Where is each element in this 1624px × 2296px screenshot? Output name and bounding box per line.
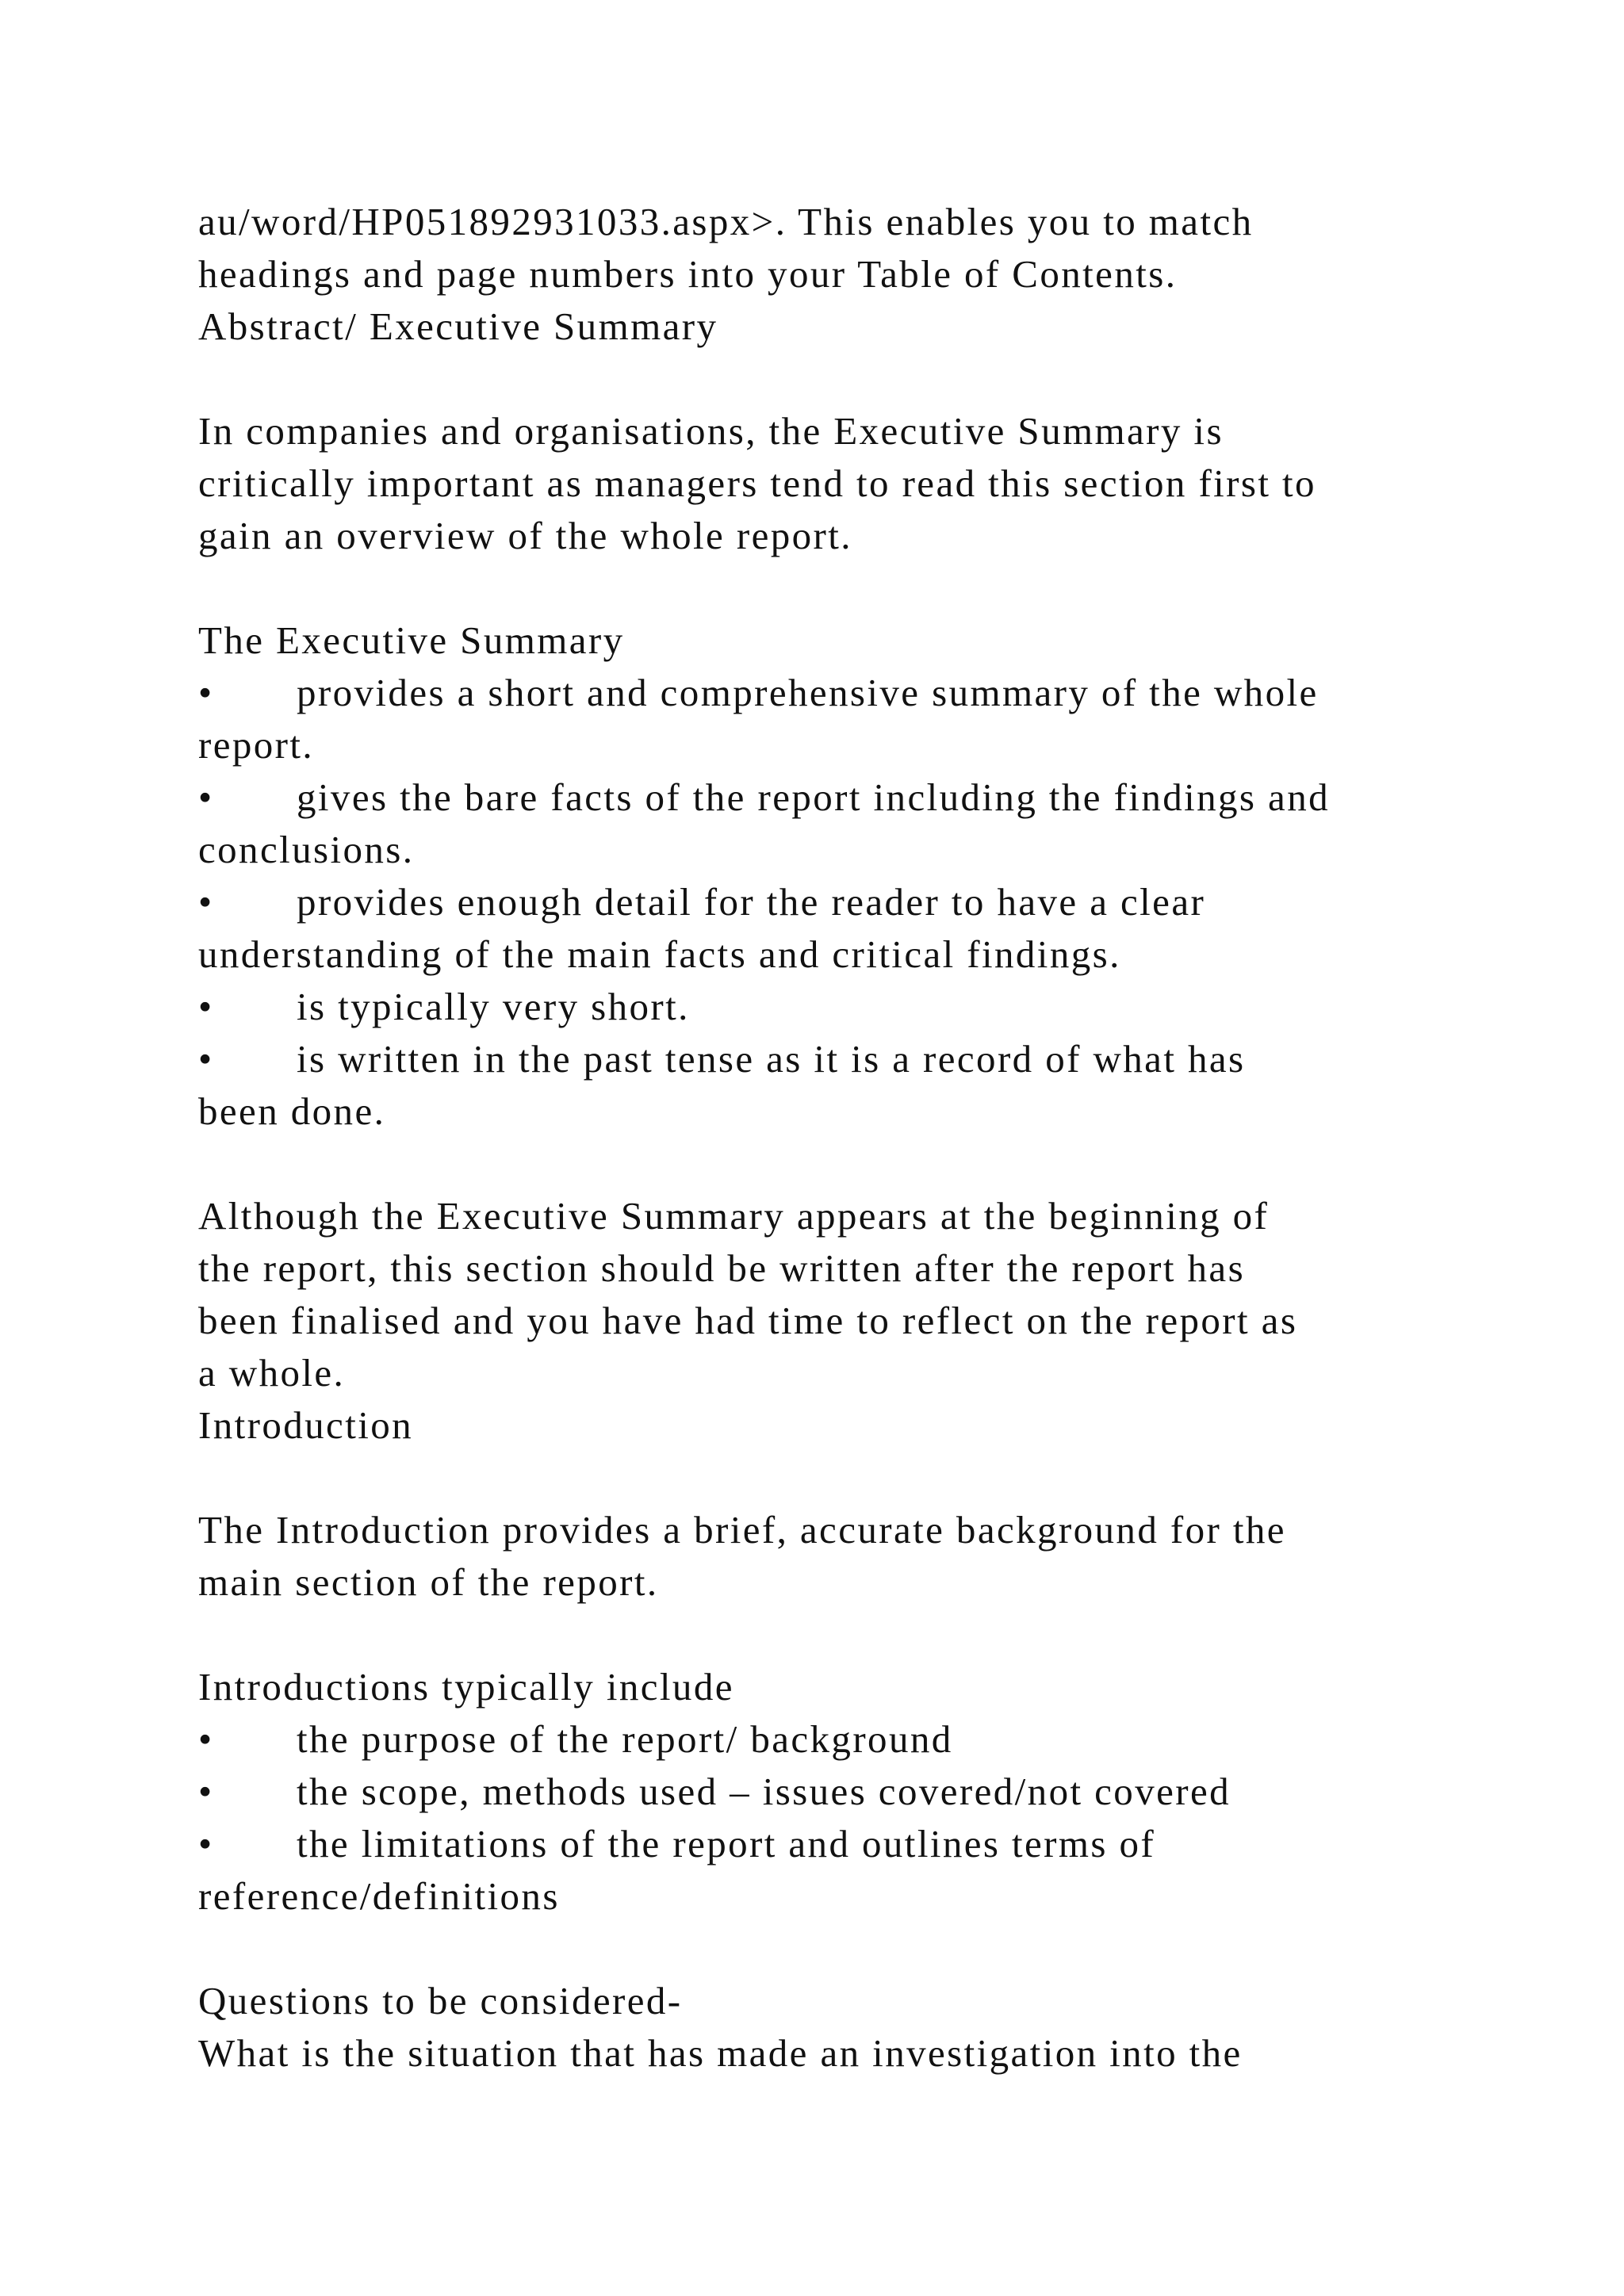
text-line: a whole.	[198, 1351, 346, 1395]
section-heading-executive-summary: Abstract/ Executive Summary	[198, 304, 718, 348]
questions-heading: Questions to be considered-	[198, 1979, 683, 2022]
list-item-continuation: been done.	[198, 1089, 386, 1133]
list-item	[198, 1713, 1483, 1766]
blank-line	[198, 1138, 1483, 1190]
text-line: In companies and organisations, the Executive Summary is	[198, 409, 1224, 453]
list-item	[198, 771, 1483, 824]
list-item-continuation: reference/definitions	[198, 1874, 560, 1918]
list-item-continuation: report.	[198, 723, 315, 767]
list-item	[198, 1818, 1483, 1870]
text-line: headings and page numbers into your Table of Contents.	[198, 252, 1178, 296]
list-item	[198, 981, 1483, 1033]
text-line: critically important as managers tend to read this section first to	[198, 461, 1316, 505]
text-line: main section of the report.	[198, 1560, 659, 1604]
list-item	[198, 667, 1483, 719]
list-item-text: provides a short and comprehensive summary of the whole	[297, 671, 1319, 714]
text-line: been finalised and you have had time to reflect on the report as	[198, 1299, 1298, 1342]
list-item-text: the scope, methods used – issues covered/not covered	[297, 1770, 1231, 1813]
document-body	[198, 196, 1483, 2080]
text-line: au/word/HP051892931033.aspx>. This enables you to match	[198, 200, 1254, 243]
bullet-icon: •	[198, 985, 214, 1028]
list-item	[198, 1766, 1483, 1818]
blank-line	[198, 1452, 1483, 1504]
bullet-icon: •	[198, 1717, 214, 1761]
blank-line	[198, 562, 1483, 614]
bullet-icon: •	[198, 1822, 214, 1866]
text-line: The Introduction provides a brief, accurate background for the	[198, 1508, 1286, 1552]
list-item-text: is written in the past tense as it is a record of what has	[297, 1037, 1246, 1081]
list-item-continuation: understanding of the main facts and critical findings.	[198, 932, 1121, 976]
list-item	[198, 1033, 1483, 1085]
list-intro: Introductions typically include	[198, 1665, 734, 1709]
list-item	[198, 876, 1483, 928]
list-item-text: the limitations of the report and outlines terms of	[297, 1822, 1156, 1866]
list-intro: The Executive Summary	[198, 618, 625, 662]
list-item-text: is typically very short.	[297, 985, 690, 1028]
section-heading-introduction: Introduction	[198, 1403, 414, 1447]
list-item-text: gives the bare facts of the report including the findings and	[297, 775, 1330, 819]
bullet-icon: •	[198, 1770, 214, 1813]
bullet-icon: •	[198, 1037, 214, 1081]
list-item-continuation: conclusions.	[198, 828, 415, 871]
text-line: gain an overview of the whole report.	[198, 514, 852, 557]
list-item-text: the purpose of the report/ background	[297, 1717, 953, 1761]
bullet-icon: •	[198, 671, 214, 714]
blank-line	[198, 1609, 1483, 1661]
blank-line	[198, 1923, 1483, 1975]
blank-line	[198, 353, 1483, 405]
bullet-icon: •	[198, 775, 214, 819]
text-line: What is the situation that has made an investigation into the	[198, 2031, 1243, 2075]
bullet-icon: •	[198, 880, 214, 924]
text-line: the report, this section should be written after the report has	[198, 1246, 1246, 1290]
text-line: Although the Executive Summary appears at the beginning of	[198, 1194, 1270, 1238]
list-item-text: provides enough detail for the reader to have a clear	[297, 880, 1206, 924]
